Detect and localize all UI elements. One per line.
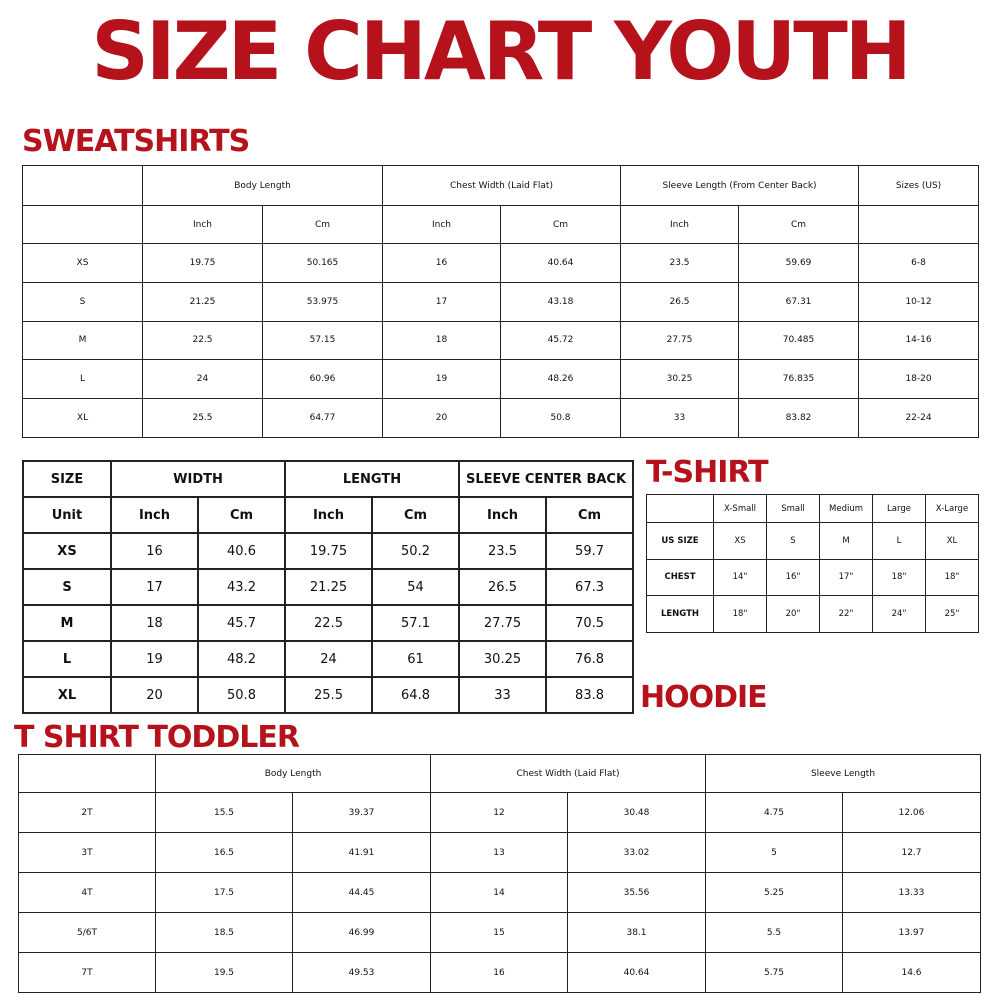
table-cell: 27.75 <box>621 321 739 360</box>
table-row <box>23 360 979 399</box>
table-cell: 83.82 <box>739 399 859 438</box>
table-row <box>19 953 981 993</box>
table-cell: 23.5 <box>621 244 739 283</box>
table-cell: 49.53 <box>293 953 431 993</box>
table-cell: 59.7 <box>546 533 633 569</box>
sweatshirts-heading: SWEATSHIRTS <box>22 124 250 159</box>
table-cell: 17" <box>820 559 873 596</box>
header-cell: Chest Width (Laid Flat) <box>383 166 621 206</box>
table-cell: 18-20 <box>859 360 979 399</box>
table-cell: 14 <box>431 873 568 913</box>
sweatshirts-group-header-row <box>23 166 979 206</box>
table-cell: 33 <box>621 399 739 438</box>
table-row <box>647 559 979 596</box>
table-cell: 40.64 <box>501 244 621 283</box>
table-cell: 67.31 <box>739 282 859 321</box>
table-cell: 19 <box>383 360 501 399</box>
table-cell: 70.485 <box>739 321 859 360</box>
table-cell: 24" <box>873 596 926 633</box>
size-cell: 4T <box>19 873 156 913</box>
tshirt-heading: T-SHIRT <box>646 455 768 490</box>
hoodie-heading: HOODIE <box>640 680 767 715</box>
table-cell: 4.75 <box>706 793 843 833</box>
table-cell: 25.5 <box>143 399 263 438</box>
table-cell: 57.15 <box>263 321 383 360</box>
table-cell: 6-8 <box>859 244 979 283</box>
table-cell: 20" <box>767 596 820 633</box>
size-cell: 7T <box>19 953 156 993</box>
table-row <box>23 677 633 713</box>
table-cell: 50.2 <box>372 533 459 569</box>
table-cell: 16.5 <box>156 833 293 873</box>
toddler-table <box>18 754 981 993</box>
table-cell: 21.25 <box>143 282 263 321</box>
header-cell-blank <box>23 206 143 244</box>
table-row <box>19 913 981 953</box>
header-cell-blank <box>647 495 714 523</box>
unit-cell: Cm <box>739 206 859 244</box>
unit-cell: Cm <box>501 206 621 244</box>
page-title: SIZE CHART YOUTH <box>91 5 909 98</box>
table-cell: 45.7 <box>198 605 285 641</box>
table-row <box>647 523 979 560</box>
table-row <box>23 244 979 283</box>
table-cell: 76.8 <box>546 641 633 677</box>
header-cell: Unit <box>23 497 111 533</box>
table-cell: 5 <box>706 833 843 873</box>
table-cell: 48.2 <box>198 641 285 677</box>
tshirt-header-row <box>647 495 979 523</box>
row-label: US SIZE <box>647 523 714 560</box>
table-cell: 19 <box>111 641 198 677</box>
table-cell: 64.77 <box>263 399 383 438</box>
unit-cell: Inch <box>459 497 546 533</box>
header-cell: Large <box>873 495 926 523</box>
table-cell: 45.72 <box>501 321 621 360</box>
table-cell: 25" <box>926 596 979 633</box>
table-cell: 83.8 <box>546 677 633 713</box>
table-row <box>23 321 979 360</box>
table-cell: 57.1 <box>372 605 459 641</box>
hoodie-unit-header-row <box>23 497 633 533</box>
table-cell: XL <box>926 523 979 560</box>
table-cell: 61 <box>372 641 459 677</box>
sweatshirts-table <box>22 165 979 438</box>
header-cell: Medium <box>820 495 873 523</box>
table-cell: 16 <box>383 244 501 283</box>
header-cell: Sleeve Length (From Center Back) <box>621 166 859 206</box>
table-cell: 59.69 <box>739 244 859 283</box>
table-cell: 13 <box>431 833 568 873</box>
header-cell-blank <box>859 206 979 244</box>
table-row <box>19 793 981 833</box>
row-label: CHEST <box>647 559 714 596</box>
table-row <box>19 873 981 913</box>
table-cell: 18 <box>111 605 198 641</box>
table-cell: 44.45 <box>293 873 431 913</box>
unit-cell: Cm <box>546 497 633 533</box>
table-cell: 18.5 <box>156 913 293 953</box>
table-cell: 16 <box>431 953 568 993</box>
table-cell: 26.5 <box>459 569 546 605</box>
header-cell: X-Large <box>926 495 979 523</box>
table-cell: 19.75 <box>143 244 263 283</box>
table-cell: 30.25 <box>459 641 546 677</box>
table-cell: M <box>820 523 873 560</box>
table-cell: 15 <box>431 913 568 953</box>
size-cell: M <box>23 321 143 360</box>
table-cell: 5.5 <box>706 913 843 953</box>
size-cell: S <box>23 569 111 605</box>
header-cell: Body Length <box>156 755 431 793</box>
table-cell: 22.5 <box>143 321 263 360</box>
unit-cell: Cm <box>372 497 459 533</box>
table-cell: 17.5 <box>156 873 293 913</box>
table-row <box>23 399 979 438</box>
size-cell: XL <box>23 399 143 438</box>
table-cell: 26.5 <box>621 282 739 321</box>
header-cell: Body Length <box>143 166 383 206</box>
table-cell: 19.75 <box>285 533 372 569</box>
hoodie-group-header-row <box>23 461 633 497</box>
unit-cell: Inch <box>621 206 739 244</box>
header-cell: SIZE <box>23 461 111 497</box>
table-cell: 20 <box>383 399 501 438</box>
header-cell: X-Small <box>714 495 767 523</box>
table-cell: 17 <box>383 282 501 321</box>
table-cell: 22-24 <box>859 399 979 438</box>
table-cell: 20 <box>111 677 198 713</box>
size-cell: L <box>23 641 111 677</box>
toddler-header-row <box>19 755 981 793</box>
table-cell: 64.8 <box>372 677 459 713</box>
table-cell: 18" <box>873 559 926 596</box>
table-cell: 43.18 <box>501 282 621 321</box>
size-cell: M <box>23 605 111 641</box>
table-cell: 12 <box>431 793 568 833</box>
table-cell: 12.7 <box>843 833 981 873</box>
unit-cell: Cm <box>198 497 285 533</box>
table-row <box>19 833 981 873</box>
table-cell: 16 <box>111 533 198 569</box>
table-cell: 46.99 <box>293 913 431 953</box>
header-cell-blank <box>19 755 156 793</box>
table-cell: 33 <box>459 677 546 713</box>
table-cell: 70.5 <box>546 605 633 641</box>
unit-cell: Inch <box>143 206 263 244</box>
unit-cell: Cm <box>263 206 383 244</box>
table-cell: 5.25 <box>706 873 843 913</box>
size-cell: XS <box>23 244 143 283</box>
table-cell: 17 <box>111 569 198 605</box>
size-cell: L <box>23 360 143 399</box>
table-cell: 43.2 <box>198 569 285 605</box>
table-cell: 21.25 <box>285 569 372 605</box>
table-cell: 12.06 <box>843 793 981 833</box>
table-cell: 18" <box>926 559 979 596</box>
table-cell: 27.75 <box>459 605 546 641</box>
table-cell: 24 <box>143 360 263 399</box>
row-label: LENGTH <box>647 596 714 633</box>
sweatshirts-unit-header-row <box>23 206 979 244</box>
header-cell: Sizes (US) <box>859 166 979 206</box>
unit-cell: Inch <box>285 497 372 533</box>
table-cell: 54 <box>372 569 459 605</box>
table-cell: 23.5 <box>459 533 546 569</box>
table-cell: L <box>873 523 926 560</box>
table-cell: 50.165 <box>263 244 383 283</box>
header-cell: WIDTH <box>111 461 285 497</box>
table-row <box>23 605 633 641</box>
table-row <box>23 282 979 321</box>
size-cell: S <box>23 282 143 321</box>
table-cell: 14" <box>714 559 767 596</box>
table-cell: 53.975 <box>263 282 383 321</box>
table-cell: 48.26 <box>501 360 621 399</box>
table-cell: XS <box>714 523 767 560</box>
table-cell: S <box>767 523 820 560</box>
table-cell: 50.8 <box>198 677 285 713</box>
table-cell: 67.3 <box>546 569 633 605</box>
table-cell: 24 <box>285 641 372 677</box>
table-cell: 15.5 <box>156 793 293 833</box>
table-cell: 39.37 <box>293 793 431 833</box>
table-cell: 35.56 <box>568 873 706 913</box>
size-cell: 5/6T <box>19 913 156 953</box>
table-cell: 19.5 <box>156 953 293 993</box>
toddler-heading: T SHIRT TODDLER <box>14 720 299 755</box>
header-cell-blank <box>23 166 143 206</box>
table-cell: 16" <box>767 559 820 596</box>
table-cell: 13.33 <box>843 873 981 913</box>
table-cell: 18 <box>383 321 501 360</box>
size-cell: 3T <box>19 833 156 873</box>
unit-cell: Inch <box>111 497 198 533</box>
table-cell: 14.6 <box>843 953 981 993</box>
table-cell: 18" <box>714 596 767 633</box>
table-cell: 13.97 <box>843 913 981 953</box>
size-cell: XL <box>23 677 111 713</box>
table-cell: 41.91 <box>293 833 431 873</box>
header-cell: LENGTH <box>285 461 459 497</box>
table-cell: 14-16 <box>859 321 979 360</box>
size-cell: 2T <box>19 793 156 833</box>
header-cell: Sleeve Length <box>706 755 981 793</box>
table-cell: 60.96 <box>263 360 383 399</box>
table-cell: 40.6 <box>198 533 285 569</box>
table-row <box>647 596 979 633</box>
table-cell: 30.48 <box>568 793 706 833</box>
header-cell: Small <box>767 495 820 523</box>
tshirt-table <box>646 494 979 633</box>
table-row <box>23 641 633 677</box>
table-row <box>23 533 633 569</box>
header-cell: SLEEVE CENTER BACK <box>459 461 633 497</box>
table-cell: 25.5 <box>285 677 372 713</box>
table-cell: 10-12 <box>859 282 979 321</box>
table-cell: 22" <box>820 596 873 633</box>
hoodie-table <box>22 460 634 714</box>
table-cell: 40.64 <box>568 953 706 993</box>
table-cell: 50.8 <box>501 399 621 438</box>
table-cell: 33.02 <box>568 833 706 873</box>
table-cell: 38.1 <box>568 913 706 953</box>
table-row <box>23 569 633 605</box>
table-cell: 76.835 <box>739 360 859 399</box>
table-cell: 30.25 <box>621 360 739 399</box>
table-cell: 22.5 <box>285 605 372 641</box>
table-cell: 5.75 <box>706 953 843 993</box>
header-cell: Chest Width (Laid Flat) <box>431 755 706 793</box>
size-cell: XS <box>23 533 111 569</box>
unit-cell: Inch <box>383 206 501 244</box>
